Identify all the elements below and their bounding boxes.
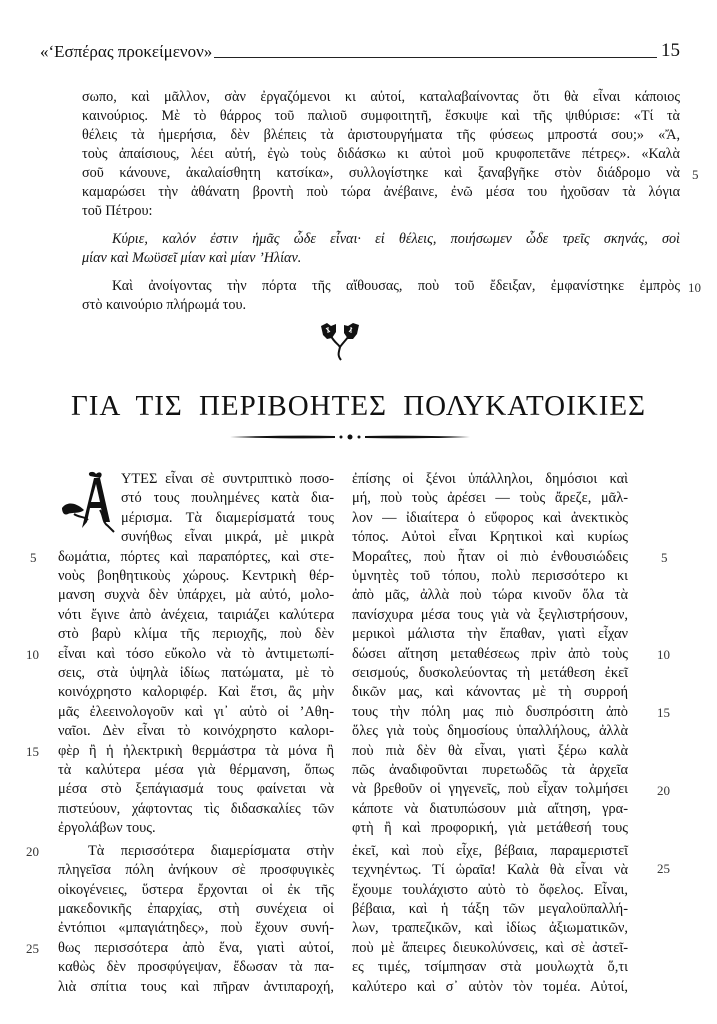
line-number: 25 (657, 861, 670, 876)
text-line: κοινόχρηστο καλοριφέρ. Καὶ ἔτσι, ἂς μὴν (58, 684, 334, 700)
title-divider-rule (230, 433, 470, 441)
text-line: ποὺ μὲ ἄπειρες διευκολύνσεις, καὶ σὲ ἀστεῖ- (352, 940, 628, 956)
text-line: ἐπίσης οἱ ξένοι ὑπάλληλοι, δημόσιοι καὶ (352, 471, 628, 487)
text-line: σοῦ κάνουνε, ἀκαλαίσθητη κατσίκα», συλλογίστηκε καὶ ξαναβγῆκε στὸν διάδρομο νὰ (82, 165, 680, 181)
text-line: μανση συχνὰ δὲν ὑπάρχει, μὰ αὐτό, μολο- (58, 587, 334, 603)
text-line: στό τους πουλημένες κατὰ δια- (121, 490, 334, 506)
text-line: τους τὴν πόλη μας πιὸ δυσπρόσιτη ἀπὸ (352, 704, 628, 720)
text-line: τόπος. Αὐτοὶ εἶναι Κρητικοὶ καὶ κυρίως (352, 529, 628, 545)
text-line: καμαρώσει τὴν ἀθάνατη βροντὴ ποὺ τώρα ἀνέβαινε, ἐνῶ μέσα του ἠχοῦσαν τὰ λόγια (82, 184, 680, 200)
text-line: σεισμούς, δυσκολεύοντας τὴ μετάθεση ἐκεῖ (352, 665, 628, 681)
text-line: ἀπὸ μᾶς, ἀλλὰ ποὺ τώρα κινοῦν ὅλα τὰ (352, 587, 628, 603)
text-line: Καὶ ἀνοίγοντας τὴν πόρτα τῆς αἴθουσας, ποὺ τοῦ ἔδειξαν, ἐμφανίστηκε ἐμπρὸς (112, 278, 680, 294)
text-line: μέρισμα. Τὰ διαμερίσματά τους (121, 510, 334, 526)
text-line: δικῶν μας, καὶ κάνοντας μὲ τὴ συρροή (352, 684, 628, 700)
text-line: τοῦ Πέτρου: (82, 203, 153, 219)
ivy-leaf-fleuron-icon (318, 322, 362, 362)
text-line: φὲρ ἢ ἡ ἠλεκτρικὴ θερμάστρα τὰ μόνα ἢ (58, 743, 334, 759)
text-line: στὸ καινούριο πλήρωμά του. (82, 297, 247, 313)
text-line: μᾶς ἐλεεινολογοῦν καὶ γι᾽ αὐτὸ οἱ ’Αθη- (58, 704, 334, 720)
text-line: καθὼς δὲν προσφύγεψαν, ἔδωσαν τὰ πα- (58, 959, 334, 975)
text-line: τοὺς ἀπαίσιους, λέει αὐτή, ἐγὼ τοὺς διδάσκω κι αὐτοὶ μοῦ κρυφοπετᾶνε πέτρες». «Καλὰ (82, 146, 680, 162)
text-line: κάποτε νὰ διατυπώσουν μιὰ αἴτηση, γρα- (352, 801, 628, 817)
text-line: στὸ βαρὺ κλίμα τῆς περιοχῆς, ποὺ δὲν (58, 626, 334, 642)
line-number: 10 (657, 647, 670, 662)
text-line: δωμάτια, πόρτες καὶ παραπόρτες, καὶ στε- (58, 549, 334, 565)
text-line: ὅλες γιὰ τοὺς δημοσίους ὑπαλλήλους, ἀλλὰ (352, 723, 628, 739)
text-line: ΥΤΕΣ εἶναι σὲ συντριπτικὸ ποσο- (121, 471, 334, 487)
text-line: ἐκεῖ, καὶ ποὺ εἶχε, βέβαια, παραμεριστεῖ (352, 843, 628, 859)
text-line: σωπο, καὶ μᾶλλον, σὰν ἐργαζόμενοι κι αὐτοί, καταλαβαίνοντας ὅτι θὰ εἶναι κάποιος (82, 89, 680, 105)
text-line: Τὰ περισσότερα διαμερίσματα στὴν (88, 843, 334, 859)
text-line: τὰ καλύτερα μέσα γιὰ θέρμανση, ὅπως (58, 762, 334, 778)
running-head-title: «‘Εσπέρας προκείμενον» (40, 42, 213, 61)
text-line: μή, ποὺ τοὺς ἀρέσει — τοὺς ἄρεζε, μᾶλ- (352, 490, 628, 506)
text-line: λων, τραπεζικῶν, καὶ ἰδίως ἀξιωματικῶν, (352, 920, 628, 936)
line-number: 20 (26, 844, 39, 859)
text-line: δώσει αἴτηση μεταθέσεως πρὶν ἀπὸ τοὺς (352, 646, 628, 662)
text-line: οἰκογένειες, ὕστερα ἔρχονται οἱ ἐκ τῆς (58, 882, 334, 898)
running-head (40, 38, 680, 62)
text-line: νοὺς βοηθητικοὺς χώρους. Κεντρικὴ θέρ- (58, 568, 334, 584)
text-line: συνήθως εἶναι μικρά, μὲ μικρὰ (121, 529, 334, 545)
text-line: φτὴ ἢ καὶ προφορική, γιὰ μετάθεσή τους (352, 820, 628, 836)
line-number: 20 (657, 783, 670, 798)
text-line: καλύτερο καὶ σ᾽ αὐτὸν τὸν τομέα. Αὐτοί, (352, 979, 628, 995)
line-number: 10 (688, 280, 701, 295)
line-number: 10 (26, 647, 39, 662)
text-line: ες τιμές, τσίμπησαν στὰ μουλωχτὰ ὅ,τι (352, 959, 628, 975)
text-line: θως περισσότερα ἀπὸ ἕνα, γιατὶ αὐτοί, (58, 940, 334, 956)
scripture-quote-line: Κύριε, καλόν ἐστιν ἡμᾶς ὧδε εἶναι· εἰ θέλεις, ποιήσωμεν ὧδε τρεῖς σκηνάς, σοὶ (112, 231, 680, 247)
line-number: 15 (657, 705, 670, 720)
line-number: 15 (26, 744, 39, 759)
text-line: μέσα στὸ ξεπάγιασμά τους φαίνεται νὰ (58, 781, 334, 797)
text-line: νὰ βρεθοῦν οἱ γηγενεῖς, ποὺ εἶχαν τολμήσει (352, 781, 628, 797)
scripture-quote-line: μίαν καὶ Μωϋσεῖ μίαν καὶ μίαν ’Ηλίαν. (82, 250, 302, 266)
decorated-drop-cap-alpha (60, 470, 118, 534)
text-line: πῶς ἀναδιφοῦνται πυρετωδῶς τὰ ἀρχεῖα (352, 762, 628, 778)
text-line: τεχνηέντως. Τί ὡραῖα! Καλὰ θὰ εἶναι νὰ (352, 862, 628, 878)
text-line: ἐντόπιοι «μπαγιάτηδες», ποὺ ἔχουν συνή- (58, 920, 334, 936)
text-line: ὑμνητὲς τοῦ τόπου, πολὺ περισσότερο κι (352, 568, 628, 584)
text-line: λον — ἰδιαίτερα ὁ εὔφορος καὶ ἀνεκτικὸς (352, 510, 628, 526)
text-line: νότι ἔγινε ἀπὸ ἀνέχεια, ταιριάζει καλύτερα (58, 607, 334, 623)
text-line: λιὰ σπίτια τους καὶ πῆραν ἀντιπαροχή, (58, 979, 334, 995)
text-line: ἔχουμε τουλάχιστο αὐτὸ τὸ ὄφελος. Εἶναι, (352, 882, 628, 898)
text-line: θέλεις τὰ ἡμερήσια, δὲν βλέπεις τὰ ἀριστουργήματα τῆς φύσεως μπροστά σου;» «Ἄ, (82, 127, 680, 143)
text-line: πανίσχυρα μέσα τους γιὰ νὰ ξεγλιστρήσουν, (352, 607, 628, 623)
line-number: 5 (661, 550, 668, 565)
text-line: εἶναι καὶ τόσο εὔκολο νὰ τὸ ἀντιμετωπί- (58, 646, 334, 662)
line-number: 5 (30, 550, 37, 565)
text-line: ναῖοι. Δὲν εἶναι τὸ κοινόχρηστο καλορι- (58, 723, 334, 739)
text-line: μακεδονικῆς ἐπαρχίας, στὴ συνέχεια οἱ (58, 901, 334, 917)
text-line: πιστεύουν, χάφτοντας τὶς διδασκαλίες τῶν (58, 801, 334, 817)
page-number: 15 (661, 40, 680, 61)
text-line: ἐργολάβων τους. (58, 820, 156, 836)
text-line: σεις, στὰ ὑψηλὰ ἰδίως πατώματα, μὲ τὸ (58, 665, 334, 681)
text-line: ποὺ πιὰ δὲν θὰ εἶναι, γιατὶ ξέρω καλὰ (352, 743, 628, 759)
line-number: 25 (26, 941, 39, 956)
text-line: Μοραΐτες, ποὺ ἦταν οἱ πιὸ ἐνθουσιώδεις (352, 549, 628, 565)
article-title: ΓΙΑ ΤΙΣ ΠΕΡΙΒΟΗΤΕΣ ΠΟΛΥΚΑΤΟΙΚΙΕΣ (71, 390, 646, 422)
running-head-rule (214, 57, 657, 58)
text-line: μερικοὶ μάλιστα τὴν ἔπαθαν, γιατὶ εἶχαν (352, 626, 628, 642)
text-line: καινούριος. Μὲ τὸ θάρρος τοῦ παλιοῦ συμφοιτητῆ, ἔσκυψε καὶ τῆς ψιθύρισε: «Τί τὰ (82, 108, 680, 124)
text-line: βέβαια, καὶ ἡ τάξη τῶν μεγαλοϋπαλλή- (352, 901, 628, 917)
line-number: 5 (692, 167, 699, 182)
text-line: πληγεῖσα πόλη ἀνήκουν σὲ προσφυγικὲς (58, 862, 334, 878)
